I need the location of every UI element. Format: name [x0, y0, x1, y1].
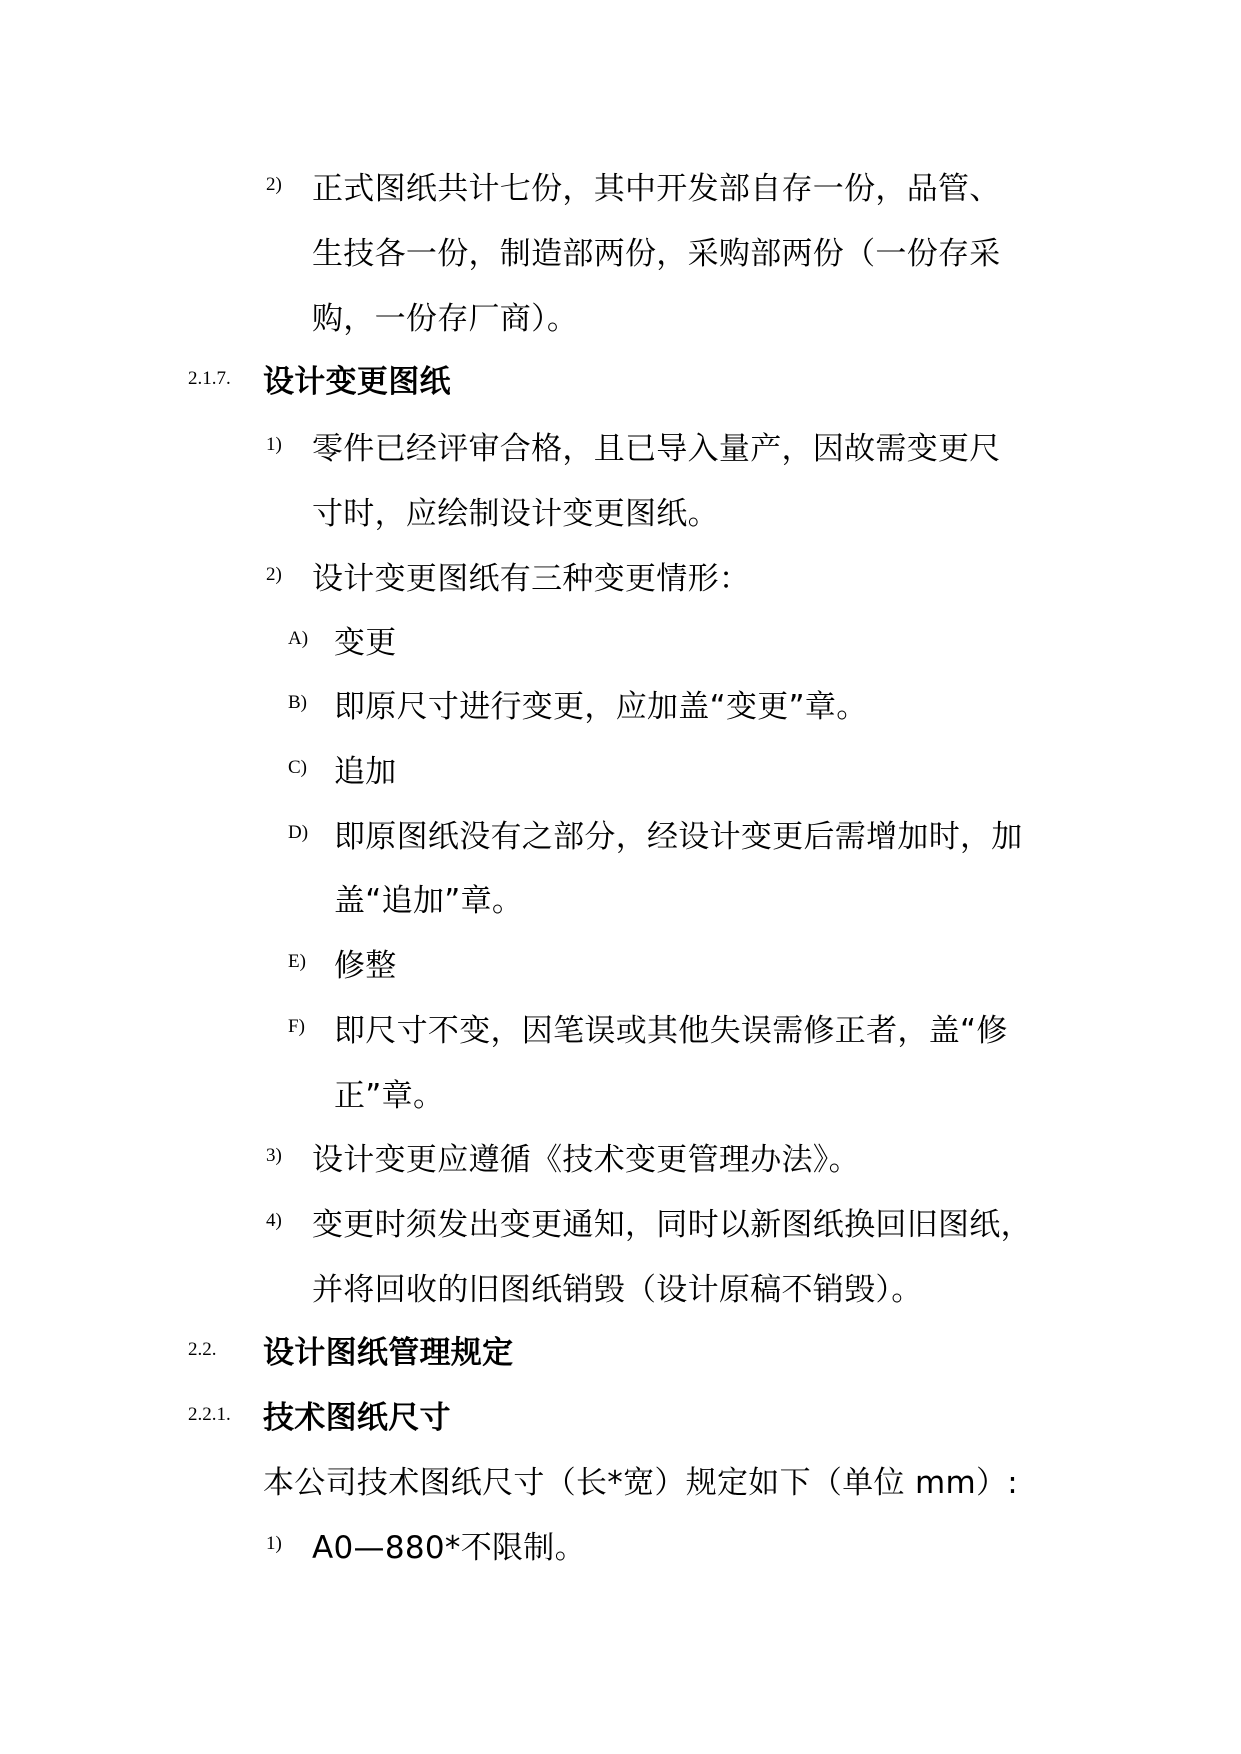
- paragraph-line: 本公司技术图纸尺寸（长*宽）规定如下（单位 mm）:: [263, 1465, 1018, 1501]
- list-number: 1): [266, 1533, 282, 1554]
- paragraph-line: 追加: [334, 754, 397, 790]
- section-number: 2.2.1.: [188, 1404, 231, 1425]
- list-number: 2): [266, 174, 282, 195]
- sub-list-letter: E): [288, 951, 306, 972]
- paragraph-line: 即原尺寸进行变更，应加盖“变更”章。: [334, 689, 868, 725]
- paragraph-line: A0—880*不限制。: [312, 1530, 586, 1566]
- sub-list-letter: D): [288, 822, 309, 843]
- list-number: 2): [266, 564, 282, 585]
- section-title: 设计图纸管理规定: [263, 1335, 514, 1371]
- paragraph-line: 设计变更图纸有三种变更情形：: [312, 561, 751, 597]
- section-number: 2.1.7.: [188, 368, 231, 389]
- paragraph-line: 正”章。: [334, 1078, 445, 1114]
- sub-list-letter: A): [288, 628, 309, 649]
- section-number: 2.2.: [188, 1339, 217, 1360]
- paragraph-line: 变更: [334, 625, 397, 661]
- paragraph-line: 零件已经评审合格，且已导入量产，因故需变更尺: [312, 431, 1001, 467]
- paragraph-line: 修整: [334, 948, 397, 984]
- paragraph-line: 正式图纸共计七份，其中开发部自存一份，品管、: [312, 171, 1001, 207]
- paragraph-line: 即原图纸没有之部分，经设计变更后需增加时，加: [334, 819, 1023, 855]
- section-title: 技术图纸尺寸: [263, 1400, 451, 1436]
- paragraph-line: 即尺寸不变，因笔误或其他失误需修正者，盖“修: [334, 1013, 1008, 1049]
- list-number: 1): [266, 434, 282, 455]
- paragraph-line: 变更时须发出变更通知，同时以新图纸换回旧图纸，: [312, 1207, 1032, 1243]
- paragraph-line: 并将回收的旧图纸销毁（设计原稿不销毁）。: [312, 1272, 923, 1308]
- list-number: 3): [266, 1145, 282, 1166]
- paragraph-line: 生技各一份，制造部两份，采购部两份（一份存采: [312, 236, 1001, 272]
- list-number: 4): [266, 1210, 282, 1231]
- paragraph-line: 购，一份存厂商）。: [312, 301, 579, 337]
- section-title: 设计变更图纸: [263, 364, 451, 400]
- sub-list-letter: B): [288, 692, 307, 713]
- paragraph-line: 设计变更应遵循《技术变更管理办法》。: [312, 1142, 860, 1178]
- sub-list-letter: C): [288, 757, 307, 778]
- sub-list-letter: F): [288, 1016, 305, 1037]
- paragraph-line: 盖“追加”章。: [334, 883, 524, 919]
- paragraph-line: 寸时，应绘制设计变更图纸。: [312, 496, 719, 532]
